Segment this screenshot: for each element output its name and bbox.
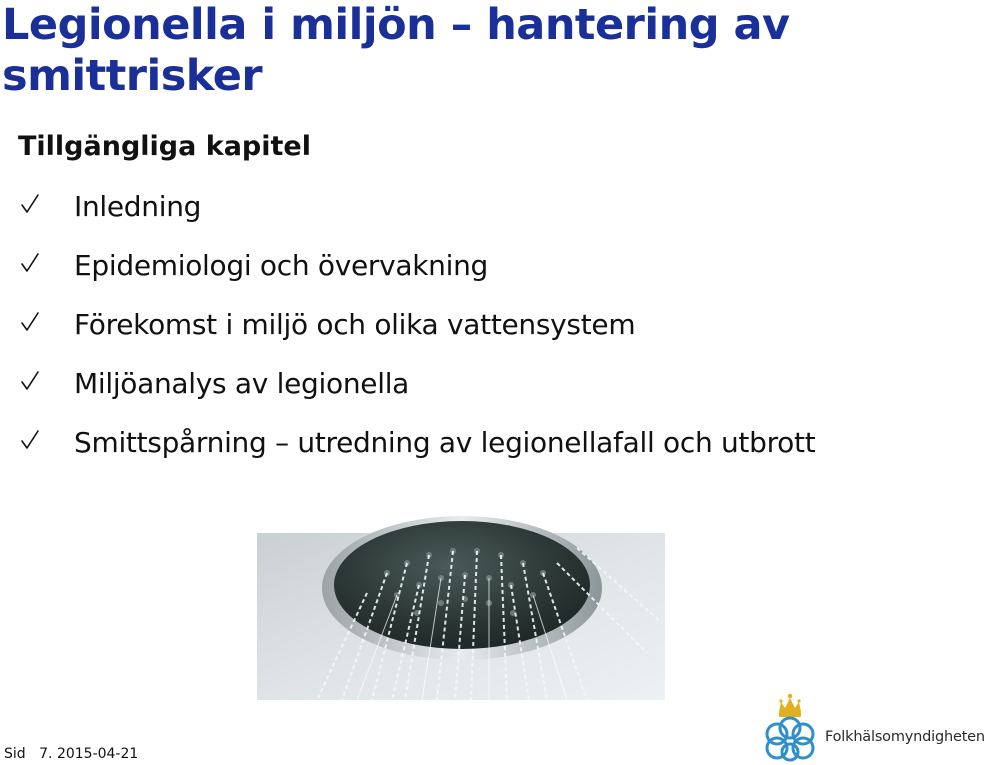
chapter-list [0, 189, 950, 484]
agency-logo [757, 692, 985, 762]
chapter-label: Smittspårning – utredning av legionellafall och utbrott [74, 426, 816, 459]
logo-wordmark: Folkhälsomyndigheten [825, 729, 985, 745]
slide-title: Legionella i miljön – hantering av smittrisker [2, 0, 790, 101]
slide-footer [4, 745, 138, 763]
chapter-item-inledning [0, 189, 950, 248]
chapter-item-forekomst [0, 307, 950, 366]
chapter-label: Miljöanalys av legionella [74, 367, 410, 400]
page-prefix: Sid [4, 746, 26, 762]
chapter-label: Förekomst i miljö och olika vattensystem [74, 308, 636, 341]
shower-head-photo [257, 533, 665, 700]
checkmark-icon [20, 193, 40, 215]
page-number: 7. [39, 746, 53, 762]
chapter-label: Epidemiologi och övervakning [74, 249, 488, 282]
chapter-item-smittsparning [0, 425, 950, 484]
checkmark-icon [20, 429, 40, 451]
checkmark-icon [20, 311, 40, 333]
chapters-heading: Tillgängliga kapitel [18, 131, 311, 162]
crown-rings-logo-icon [757, 692, 823, 762]
chapter-item-miljoanalys [0, 366, 950, 425]
chapter-item-epidemiologi [0, 248, 950, 307]
checkmark-icon [20, 252, 40, 274]
chapter-label: Inledning [74, 190, 202, 223]
checkmark-icon [20, 370, 40, 392]
slide-date: 2015-04-21 [56, 746, 139, 762]
